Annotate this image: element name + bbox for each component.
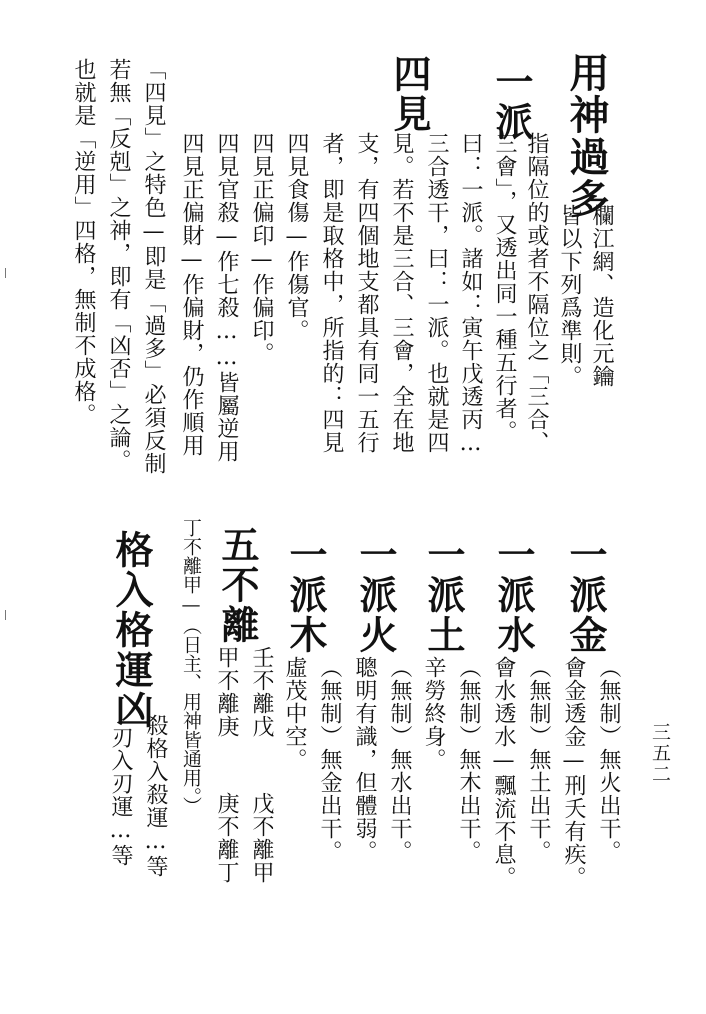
title-note: 欄江網、造化元鑰 (589, 204, 614, 388)
sijian-text: 者，即是取格中，所指的：四見 (319, 132, 344, 454)
huo-text: 聰明有識，但體弱。 (352, 656, 377, 863)
sijian-text: 支，有四個地支都具有同一五行 (354, 132, 379, 454)
wubuli-heading: 五不離 (215, 525, 259, 645)
feature-text: 「四見」之特色—即是「過多」必須反制 (141, 58, 166, 475)
mu-text: （無制）無金出干。 (317, 656, 342, 863)
yipai-text: 曰：一派。諸如：寅午戊透丙… (458, 132, 483, 457)
shui-text: （無制）無土出干。 (526, 656, 551, 863)
shui-heading: 一派水 (491, 535, 535, 655)
sijian-text: 三合透干，曰：一派。也就是四 (424, 132, 449, 454)
scan-mark (5, 268, 6, 278)
list-item: 四見正偏財—作偏財，仍作順用 (179, 132, 204, 457)
wubuli-text: 甲不離庚 (214, 646, 239, 738)
page-number: 三五二 (649, 722, 671, 785)
mu-heading: 一派木 (283, 535, 327, 655)
feature-text: 也就是「逆用」四格，無制不成格。 (71, 58, 96, 426)
gerun-heading: 格入格運凶 (109, 530, 153, 730)
mu-text: 虛茂中空。 (282, 656, 307, 771)
jin-text: （無制）無火出干。 (596, 656, 621, 863)
list-item: 四見正偏印—作偏印。 (249, 132, 274, 365)
huo-heading: 一派火 (353, 535, 397, 655)
wubuli-text: 壬不離戊 (249, 646, 274, 738)
yipai-text: 三會」，又透出同一種五行者。 (492, 132, 517, 443)
feature-text: 若無「反剋」之神，即有「凶否」之論。 (106, 58, 131, 472)
tu-text: （無制）無木出干。 (456, 656, 481, 863)
yipai-heading: 一派 (489, 62, 533, 142)
sijian-text: 見。若不是三合、三會，全在地 (389, 132, 414, 454)
wubuli-text: 戊不離甲 (249, 792, 274, 884)
yipai-text: 指隔位的或者不隔位之「三合、 (524, 132, 549, 454)
tu-heading: 一派土 (421, 535, 465, 655)
gerun-text: 殺格入殺運…等 (143, 714, 168, 878)
list-item: 四見食傷—作傷官。 (284, 132, 309, 342)
jin-heading: 一派金 (563, 535, 607, 655)
tu-text: 辛勞終身。 (421, 656, 446, 771)
list-item: 四見官殺—作七殺……皆屬逆用 (214, 132, 239, 463)
gerun-text: 刃入刃運…等 (108, 726, 133, 867)
title-note: 皆以下列爲準則。 (557, 204, 582, 388)
sijian-heading: 四見 (387, 54, 431, 134)
jin-text: 會金透金—刑夭有疾。 (561, 656, 586, 889)
shui-text: 會水透水—飄流不息。 (491, 656, 516, 889)
wubuli-text: 丁不離甲—（日主、用神皆通用。） (180, 518, 202, 816)
huo-text: （無制）無水出干。 (387, 656, 412, 863)
section-title: 用神過多 (563, 52, 609, 220)
scan-mark (5, 610, 6, 620)
wubuli-text: 庚不離丁 (214, 792, 239, 884)
